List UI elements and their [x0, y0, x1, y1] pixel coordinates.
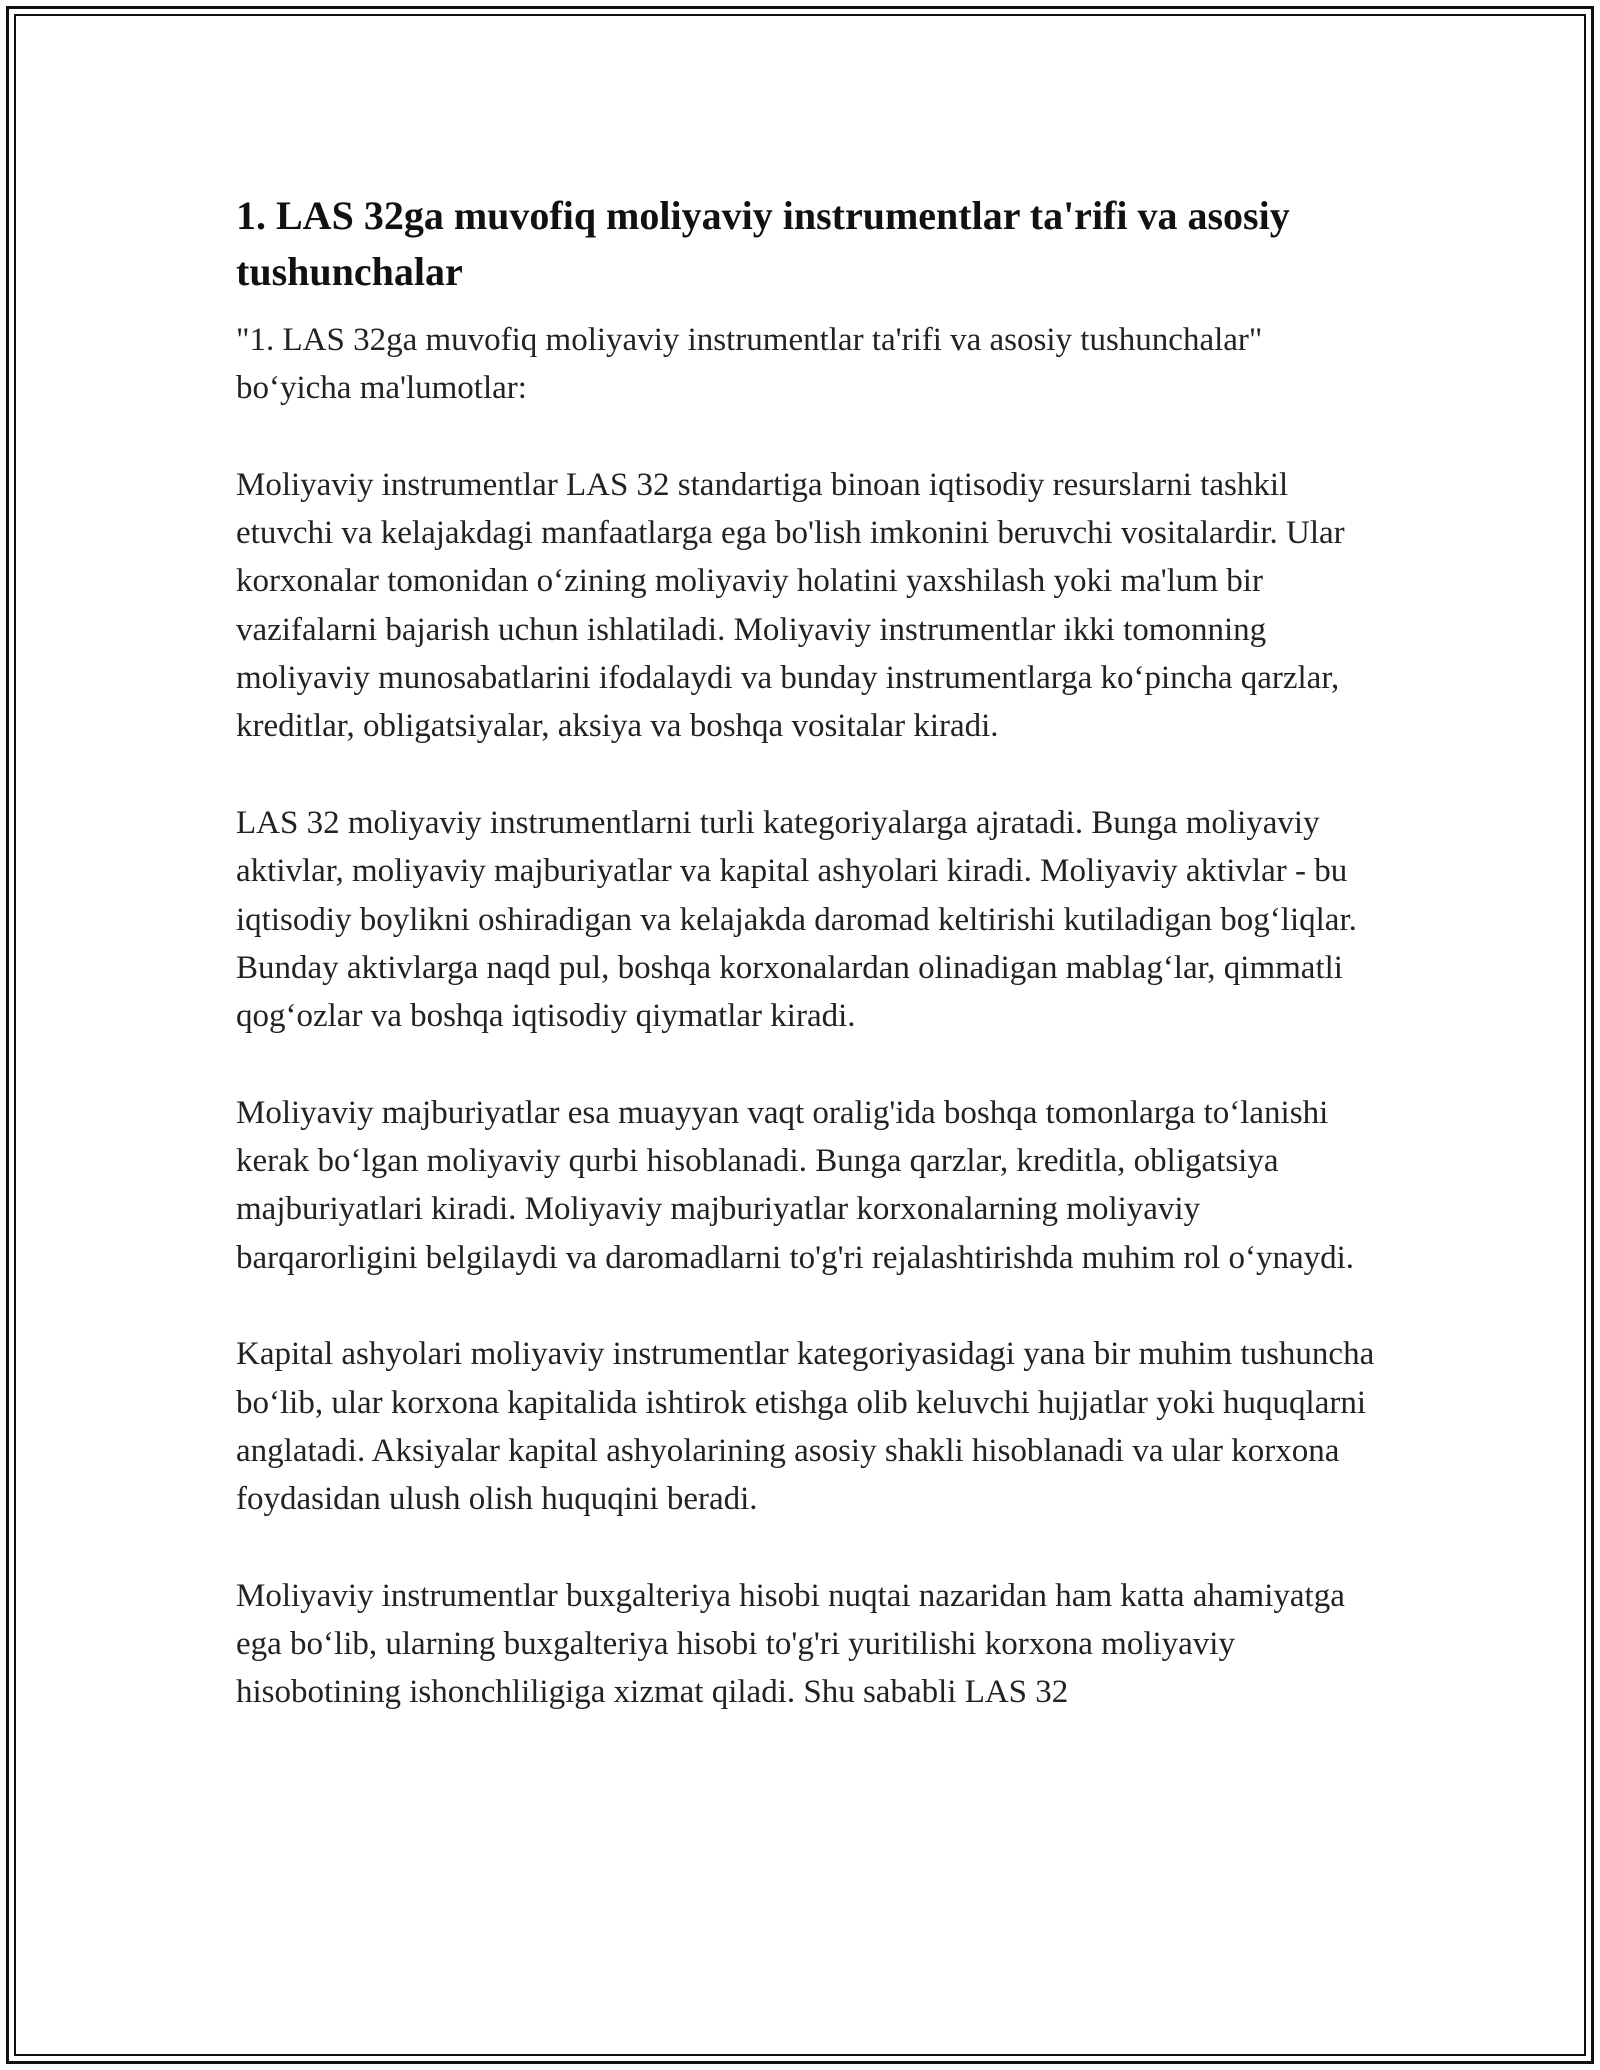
document-content — [236, 188, 1376, 1765]
paragraph-categories: LAS 32 moliyaviy instrumentlarni turli kategoriyalarga ajratadi. Bunga moliyaviy aktivlar, moliyaviy majburiyatlar va kapital ashyolari kiradi. Moliyaviy aktivlar - bu iqtisodiy boylikni oshiradigan va kelajakda daromad keltirishi kutiladigan bog‘liqlar. Bunday aktivlarga naqd pul, boshqa korxonalardan olinadigan mablag‘lar, qimmatli qog‘ozlar va boshqa iqtisodiy qiymatlar kiradi. — [236, 804, 1357, 1035]
paragraph-intro: "1. LAS 32ga muvofiq moliyaviy instrumentlar ta'rifi va asosiy tushunchalar" bo‘yicha ma'lumotlar: — [236, 322, 1263, 407]
paragraph-liabilities: Moliyaviy majburiyatlar esa muayyan vaqt oralig'ida boshqa tomonlarga to‘lanishi kerak bo‘lgan moliyaviy qurbi hisoblanadi. Bunga qarzlar, kreditla, obligatsiya majburiyatlari kiradi. Moliyaviy majburiyatlar korxonalarning moliyaviy barqarorligini belgilaydi va daromadlarni to'g'ri rejalashtirishda muhim rol o‘ynaydi. — [236, 1094, 1355, 1276]
document-body — [236, 316, 1376, 1717]
document-heading: 1. LAS 32ga muvofiq moliyaviy instrumentlar ta'rifi va asosiy tushunchalar — [236, 193, 1290, 294]
paragraph-definition: Moliyaviy instrumentlar LAS 32 standartiga binoan iqtisodiy resurslarni tashkil etuvchi va kelajakdagi manfaatlarga ega bo'lish imkonini beruvchi vositalardir. Ular korxonalar tomonidan o‘zining moliyaviy holatini yaxshilash yoki ma'lum bir vazifalarni bajarish uchun ishlatiladi. Moliyaviy instrumentlar ikki tomonning moliyaviy munosabatlarini ifodalaydi va bunday instrumentlarga ko‘pincha qarzlar, kreditlar, obligatsiyalar, aksiya va boshqa vositalar kiradi. — [236, 466, 1345, 745]
paragraph-equity: Kapital ashyolari moliyaviy instrumentlar kategoriyasidagi yana bir muhim tushuncha bo‘lib, ular korxona kapitalida ishtirok etishga olib keluvchi hujjatlar yoki huquqlarni anglatadi. Aksiyalar kapital ashyolarining asosiy shakli hisoblanadi va ular korxona foydasidan ulush olish huquqini beradi. — [236, 1336, 1375, 1518]
paragraph-accounting: Moliyaviy instrumentlar buxgalteriya hisobi nuqtai nazaridan ham katta ahamiyatga ega bo‘lib, ularning buxgalteriya hisobi to'g'ri yuritilishi korxona moliyaviy hisobotining ishonchliligiga xizmat qiladi. Shu sababli LAS 32 — [236, 1577, 1345, 1711]
